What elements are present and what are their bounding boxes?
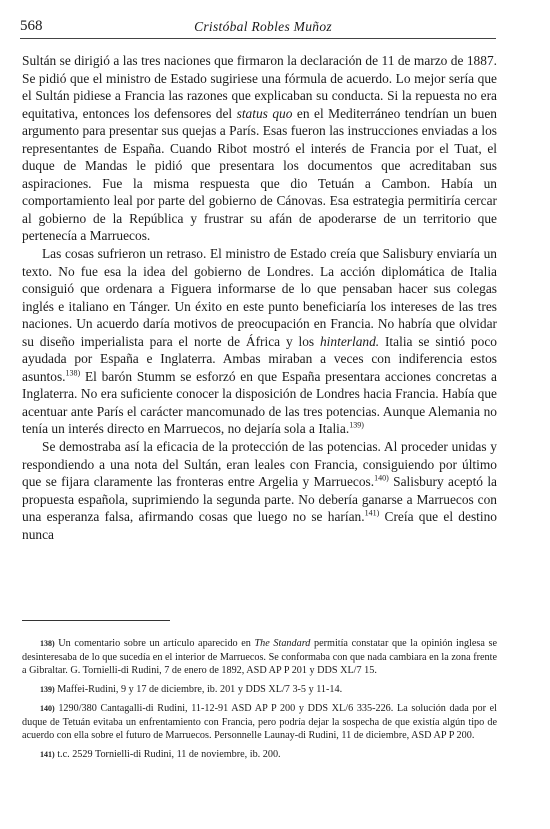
footnote-number: 139) <box>40 685 55 695</box>
footnote-ref: 141) <box>364 508 380 518</box>
paragraph: Las cosas sufrieron un retraso. El ministro de Estado creía que Salisbury enviaría un texto. No fue esa la idea del gobierno de Londres. La acción diplomática de Italia consiguió que ordenara a Figuera informarse de lo que pensaban hacer sus colegas inglés e italiano en Tánger. Un éxito en este punto beneficiaría los intereses de las tres naciones. Un acuerdo daría motivos de preocupación en Francia. No habría que olvidar su diseño imperialista para el norte de África y los hinterland. Italia se sintió poco ayudada por España e Inglaterra. Ambas miraban a veces con indiferencia estos asuntos.$^{138)}$ El barón Stumm se esforzó en que España presentara acciones concretas a Inglaterra. No era suficiente conocer la disposición de Londres hacia Francia. Había que acentuar ante París el carácter mancomunado de las tres potencias. Aunque Alemania no tenía un interés directo en Marruecos, no dejaría sola a Italia.$^{139)}$ <box>22 246 497 437</box>
page-number: 568 <box>20 18 43 34</box>
main-text <box>22 52 497 543</box>
footnote-number: 141) <box>40 749 55 759</box>
paragraph: Sultán se dirigió a las tres naciones que firmaron la declaración de 11 de marzo de 1887. Se pidió que el ministro de Estado sugiriese una fórmula de acuerdo. Lo mejor sería que el Sultán pidiese a Francia las razones que explicaban su conducta. Si la repuesta no era equitativa, entonces los defensores del status quo en el Mediterráneo tendrían un buen argumento para presentar sus quejas a París. Esas fueron las instrucciones enviadas a los representantes de España. Cuando Ribot mostró el interés de Francia por el Tuat, el duque de Mandas le pidió que presentara los documentos que acreditaban sus aspiraciones. Fue la misma respuesta que dio Tetuán a Cambon. Había un comportamiento leal por parte del gobierno de Cánovas. Esa estrategia permitiría cercar al gobierno de la República y frustrar su afán de apoderarse de un territorio que pertenecía a Marruecos. <box>22 53 498 244</box>
footnote: 140) 1290/380 Cantagalli-di Rudini, 11-12-91 ASD AP P 200 y DDS XL/6 335-226. La solución dada por el duque de Tetuán evitaba un enfrentamiento con Francia, pero podría dejar la sospecha de que existía algún tipo de acuerdo con ella sobre el futuro de Marruecos. Personnelle Launay-di Rudini, 11 de diciembre, ASD AP P 200. <box>22 702 497 742</box>
footnote: 141) t.c. 2529 Tornielli-di Rudini, 11 de noviembre, ib. 200. <box>40 748 281 760</box>
journal-title: The Standard <box>254 638 311 649</box>
footnote-rule <box>22 620 170 621</box>
paragraph: Se demostraba así la eficacia de la protección de las potencias. Al proceder unidas y respondiendo a una nota del Sultán, eran leales con Francia, consiguiendo por último que se fijara claramente las fronteras entre Argelia y Marruecos.$^{140)}$ Salisbury aceptó la propuesta española, suprimiendo la segunda parte. No debería ganarse a Marruecos con una esperanza falsa, afirmando cosas que luego no se harían.$^{141)}$ Creía que el destino nunca <box>22 439 497 542</box>
footnote-ref: 140) <box>374 473 389 483</box>
footnote-number: 138) <box>40 639 55 648</box>
footnote: 139) Maffei-Rudini, 9 y 17 de diciembre, ib. 201 y DDS XL/7 3-5 y 11-14. <box>40 684 343 696</box>
footnote-number: 140) <box>40 703 55 713</box>
running-head: Cristóbal Robles Muñoz <box>194 19 332 34</box>
italic-term: status quo <box>236 105 293 121</box>
italic-term: hinterland. <box>319 333 380 349</box>
footnote: 138) Un comentario sobre un artículo aparecido en The Standard permitía constatar que la opinión inglesa se desinteresaba de lo que sucedía en el interior de Marruecos. Se conformaba con que nada cambiara en la zona frente a Gibraltar. G. Tornielli-di Rudini, 7 de enero de 1892, ASD AP P 201 y DDS XL/7 15. <box>22 638 497 677</box>
page-header <box>20 16 506 38</box>
header-rule <box>20 38 496 39</box>
footnotes <box>22 637 497 767</box>
footnote-ref: 139) <box>349 421 364 431</box>
footnote-ref: 138) <box>65 368 81 378</box>
